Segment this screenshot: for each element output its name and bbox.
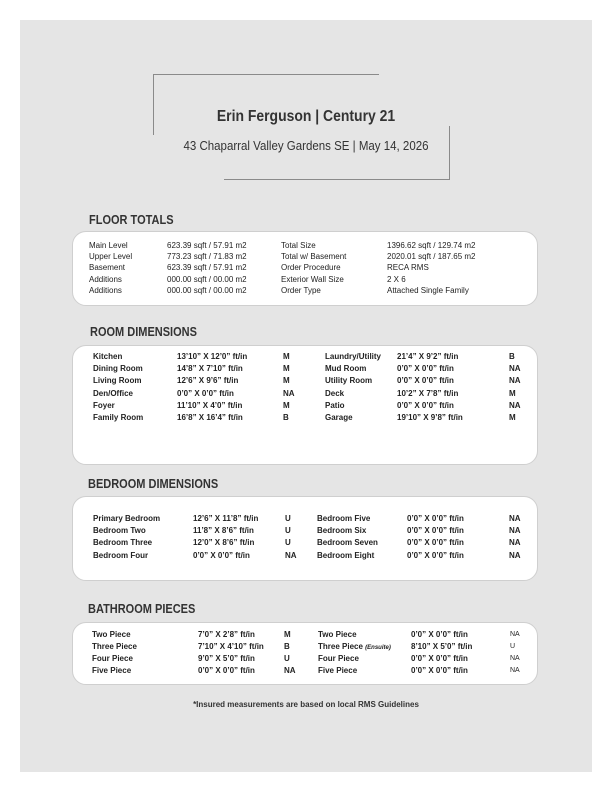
room-row-room-size-2: 10’2” X 7’8” ft/in: [397, 388, 459, 398]
room-row-room-level-2: NA: [509, 376, 521, 386]
room-row-room-name: Living Room: [93, 376, 142, 386]
room-row-room-name: Foyer: [93, 400, 115, 410]
section-title-bathroom-pieces: BATHROOM PIECES: [88, 602, 196, 616]
room-row-room-name: Den/Office: [93, 388, 134, 398]
room-row-room-size-2: 19’10” X 9’8” ft/in: [397, 413, 463, 422]
floor-row-label-2: Total w/ Basement: [281, 252, 347, 262]
floor-row-label: Additions: [89, 274, 122, 284]
bedroom-row-bedroom-level: U: [285, 538, 291, 548]
bath-row-bath-name-2: Four Piece: [318, 654, 359, 663]
floor-row-value-2: RECA RMS: [387, 263, 429, 273]
bedroom-row-bedroom-name-2: Bedroom Eight: [317, 550, 375, 560]
bedroom-row-bedroom-level-2: NA: [509, 526, 521, 536]
bedroom-row-bedroom-level: NA: [285, 550, 297, 560]
bedroom-row-bedroom-name: Bedroom Three: [93, 538, 153, 548]
floor-row-value-2: 2 X 6: [387, 274, 406, 284]
room-row-room-name-2: Deck: [325, 388, 345, 398]
room-row-room-level: M: [283, 364, 290, 374]
floor-row-value: 623.39 sqft / 57.91 m2: [167, 263, 247, 273]
bath-row-bath-level: B: [284, 642, 290, 651]
room-row-room-size: 16’8” X 16’4” ft/in: [177, 413, 243, 422]
room-row-room-level: M: [283, 352, 290, 361]
room-row-room-level-2: B: [509, 352, 515, 361]
floor-row-label: Additions: [89, 285, 122, 295]
floor-row-value: 773.23 sqft / 71.83 m2: [167, 252, 247, 262]
bath-row-bath-size: 7’0” X 2’8” ft/in: [198, 630, 255, 639]
bath-row-bath-size-2: 8’10” X 5’0” ft/in: [411, 642, 473, 651]
bath-row-bath-level: U: [284, 654, 290, 663]
header-frame-top: [153, 74, 379, 75]
section-title-floor-totals: FLOOR TOTALS: [89, 213, 174, 227]
floor-row-label-2: Order Procedure: [281, 263, 341, 273]
room-row-room-level-2: NA: [509, 364, 521, 374]
bedroom-row-bedroom-name-2: Bedroom Five: [317, 514, 371, 523]
bedroom-row-bedroom-name: Bedroom Four: [93, 550, 149, 560]
bath-row-bath-name-2: [318, 642, 391, 651]
bath-row-bath-name-2: Five Piece: [318, 666, 358, 675]
room-row-room-size: 12’6” X 9’6” ft/in: [177, 376, 239, 386]
bedroom-row-bedroom-level-2: NA: [509, 538, 521, 548]
floor-row-label-2: Exterior Wall Size: [281, 274, 344, 284]
room-row-room-size-2: 0’0” X 0’0” ft/in: [397, 376, 454, 386]
room-row-room-level-2: M: [509, 388, 516, 398]
bath-row-bath-name: Two Piece: [92, 630, 131, 639]
bath-row-bath-level-2: NA: [510, 630, 520, 638]
bath-row-bath-level-2: NA: [510, 666, 520, 674]
header-frame-bottom: [224, 179, 450, 180]
report-title: Erin Ferguson | Century 21: [216, 108, 396, 125]
bath-row-bath-size: 7’10” X 4’10” ft/in: [198, 642, 264, 651]
room-row-room-name-2: Mud Room: [325, 364, 367, 374]
room-row-room-name-2: Laundry/Utility: [325, 352, 382, 361]
room-row-room-level-2: M: [509, 413, 516, 422]
room-row-room-level: NA: [283, 388, 295, 398]
room-row-room-size: 0’0” X 0’0” ft/in: [177, 388, 234, 398]
bath-row-bath-size-2: 0’0” X 0’0” ft/in: [411, 630, 468, 639]
room-row-room-level-2: NA: [509, 400, 521, 410]
floor-row-value-2: 2020.01 sqft / 187.65 m2: [387, 252, 476, 262]
bedroom-row-bedroom-name-2: Bedroom Six: [317, 526, 367, 536]
room-row-room-name-2: Utility Room: [325, 376, 373, 386]
bath-name-2-text: Three Piece: [318, 642, 363, 651]
bedroom-row-bedroom-name: Bedroom Two: [93, 526, 146, 536]
floor-row-label: Basement: [89, 263, 126, 273]
bedroom-row-bedroom-level-2: NA: [509, 550, 521, 560]
floor-row-label-2: Order Type: [281, 285, 321, 295]
bath-row-bath-size-2: 0’0” X 0’0” ft/in: [411, 654, 468, 663]
bath-row-bath-name: Four Piece: [92, 654, 133, 663]
bedroom-row-bedroom-size-2: 0’0” X 0’0” ft/in: [407, 550, 464, 560]
section-title-room-dimensions: ROOM DIMENSIONS: [90, 325, 197, 339]
room-row-room-size: 14’8” X 7’10” ft/in: [177, 364, 243, 374]
footer-note: *Insured measurements are based on local RMS Guidelines: [193, 700, 419, 709]
room-row-room-name: Kitchen: [93, 352, 123, 361]
room-row-room-name-2: Patio: [325, 400, 345, 410]
bedroom-row-bedroom-size: 12’0” X 8’6” ft/in: [193, 538, 255, 548]
room-row-room-level: M: [283, 400, 290, 410]
room-row-room-size-2: 21’4” X 9’2” ft/in: [397, 352, 459, 361]
room-row-room-level: B: [283, 413, 289, 422]
bedroom-row-bedroom-size: 11’8” X 8’6” ft/in: [193, 526, 254, 536]
room-row-room-size: 13’10” X 12’0” ft/in: [177, 352, 248, 361]
bath-row-bath-size: 9’0” X 5’0” ft/in: [198, 654, 255, 663]
floor-row-value: 623.39 sqft / 57.91 m2: [167, 241, 247, 250]
room-row-room-size-2: 0’0” X 0’0” ft/in: [397, 400, 454, 410]
bedroom-row-bedroom-level: U: [285, 526, 291, 536]
room-dimensions-box: [72, 345, 538, 465]
bedroom-row-bedroom-name: Primary Bedroom: [93, 514, 161, 523]
bedroom-row-bedroom-size-2: 0’0” X 0’0” ft/in: [407, 538, 464, 548]
bath-row-bath-size-2: 0’0” X 0’0” ft/in: [411, 666, 468, 675]
bedroom-row-bedroom-size: 0’0” X 0’0” ft/in: [193, 550, 250, 560]
room-row-room-name: Dining Room: [93, 364, 143, 374]
floor-row-value-2: Attached Single Family: [387, 285, 469, 295]
floor-row-value: 000.00 sqft / 00.00 m2: [167, 285, 247, 295]
bedroom-row-bedroom-size-2: 0’0” X 0’0” ft/in: [407, 514, 464, 523]
bedroom-row-bedroom-level-2: NA: [509, 514, 521, 523]
bedroom-row-bedroom-size: 12’6” X 11’8” ft/in: [193, 514, 259, 523]
ensuite-note: (Ensuite): [365, 645, 391, 651]
floor-row-label: Upper Level: [89, 252, 133, 262]
room-row-room-size-2: 0’0” X 0’0” ft/in: [397, 364, 454, 374]
floor-row-value-2: 1396.62 sqft / 129.74 m2: [387, 241, 476, 250]
bath-row-bath-size: 0’0” X 0’0” ft/in: [198, 666, 255, 675]
section-title-bedroom-dimensions: BEDROOM DIMENSIONS: [88, 477, 219, 491]
room-row-room-name: Family Room: [93, 413, 144, 422]
bath-row-bath-name: Three Piece: [92, 642, 137, 651]
floor-row-value: 000.00 sqft / 00.00 m2: [167, 274, 247, 284]
bath-row-bath-name-2: Two Piece: [318, 630, 357, 639]
bath-row-bath-level-2: NA: [510, 654, 520, 662]
bedroom-row-bedroom-name-2: Bedroom Seven: [317, 538, 378, 548]
floor-row-label-2: Total Size: [281, 241, 316, 250]
floor-row-label: Main Level: [89, 241, 128, 250]
bath-row-bath-name: Five Piece: [92, 666, 132, 675]
bath-row-bath-level: NA: [284, 666, 296, 675]
bedroom-row-bedroom-level: U: [285, 514, 291, 523]
bath-row-bath-level-2: U: [510, 642, 516, 650]
bathroom-pieces-box: [72, 622, 538, 685]
room-row-room-level: M: [283, 376, 290, 386]
report-subtitle: 43 Chaparral Valley Gardens SE | May 14, 2026: [183, 139, 429, 153]
bedroom-row-bedroom-size-2: 0’0” X 0’0” ft/in: [407, 526, 464, 536]
room-row-room-name-2: Garage: [325, 413, 353, 422]
room-row-room-size: 11’10” X 4’0” ft/in: [177, 400, 243, 410]
bath-row-bath-level: M: [284, 630, 291, 639]
